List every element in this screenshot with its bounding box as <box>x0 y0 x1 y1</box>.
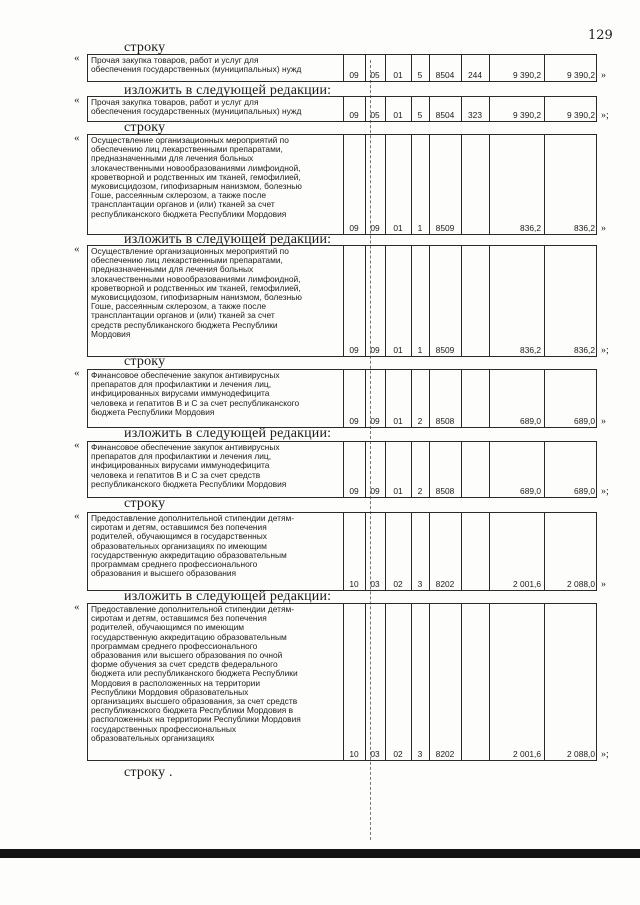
row-description: Осуществление организационных мероприятий по обеспечению лиц лекарственными препаратами, предназначенными для лечения больных злокачественными новообразованиями лимфоидной, кроветворной и родственных им тканей, гемофилией, муковисцидозом, гипофизарным нанизмом, болезнью Гоше, рассеянным склерозом, а также после трансплантации органов и (или) тканей за счет республиканского бюджета Республики Мордовия <box>91 135 302 219</box>
row-description: Осуществление организационных мероприятий по обеспечению лиц лекарственными препаратами, предназначенными для лечения больных злокачественными новообразованиями лимфоидной, кроветворной и родственных им тканей, гемофилией, муковисцидозом, гипофизарным нанизмом, болезнью Гоше, рассеянным склерозом, а также после трансплантации органов и (или) тканей за счет средств республиканского бюджета Республики Мордовия <box>91 246 302 339</box>
close-quote: » <box>601 579 606 590</box>
code-cell: 05 <box>370 110 380 120</box>
code-cell: 02 <box>393 579 403 589</box>
row-description: Прочая закупка товаров, работ и услуг для обеспечения государственных (муниципальных) нужд <box>91 55 302 75</box>
code-cell: 09 <box>370 486 380 496</box>
row-description: Прочая закупка товаров, работ и услуг для обеспечения государственных (муниципальных) нужд <box>91 97 302 117</box>
budget-table-row <box>87 96 597 122</box>
page-number: 129 <box>588 28 613 43</box>
code-cell: 1 <box>417 223 423 233</box>
open-quote: « <box>74 243 80 255</box>
code-cell: 8504 <box>435 70 455 80</box>
close-quote: » <box>601 223 606 234</box>
amount-cell: 9 390,2 <box>567 110 595 120</box>
column-divider <box>343 604 365 760</box>
column-divider <box>365 246 385 356</box>
column-divider <box>343 135 365 234</box>
column-divider <box>411 604 429 760</box>
code-cell: 8202 <box>435 749 455 759</box>
block-header: строку <box>124 354 166 369</box>
code-cell: 01 <box>393 416 403 426</box>
row-description: Предоставление дополнительной стипендии детям- сиротам и детям, оставшимся без попечения родителей, обучающимся в государственных образовательных организациях по имеющим государственную аккредитацию образовательным программам среднего профессионального образования и высшего образования <box>91 513 295 579</box>
column-divider <box>429 246 461 356</box>
code-cell: 8504 <box>435 110 455 120</box>
column-divider <box>544 604 598 760</box>
amount-cell: 9 390,2 <box>567 70 595 80</box>
column-divider <box>365 604 385 760</box>
column-divider <box>385 246 411 356</box>
column-divider <box>461 513 489 590</box>
column-divider <box>343 246 365 356</box>
code-cell: 01 <box>393 70 403 80</box>
amount-cell: 2 001,6 <box>513 579 541 589</box>
code-cell: 03 <box>370 579 380 589</box>
block-header: строку <box>124 120 166 135</box>
open-quote: « <box>74 367 80 379</box>
open-quote: « <box>74 132 80 144</box>
budget-table-row <box>87 603 597 761</box>
column-divider <box>365 135 385 234</box>
amount-cell: 2 088,0 <box>567 749 595 759</box>
expense-type-cell: 244 <box>468 70 482 80</box>
code-cell: 01 <box>393 345 403 355</box>
column-divider <box>385 604 411 760</box>
column-divider <box>461 442 489 497</box>
block-header: изложить в следующей редакции: <box>124 83 332 98</box>
code-cell: 8508 <box>435 416 455 426</box>
code-cell: 05 <box>370 70 380 80</box>
block-header: строку <box>124 496 166 511</box>
amount-cell: 689,0 <box>520 416 541 426</box>
close-quote: »; <box>601 486 609 497</box>
open-quote: « <box>74 439 80 451</box>
column-divider <box>544 246 598 356</box>
code-cell: 09 <box>349 110 359 120</box>
close-quote: »; <box>601 110 609 121</box>
amount-cell: 836,2 <box>520 345 541 355</box>
code-cell: 03 <box>370 749 380 759</box>
amount-cell: 2 001,6 <box>513 749 541 759</box>
code-cell: 09 <box>349 416 359 426</box>
close-quote: » <box>601 70 606 81</box>
budget-table-row <box>87 245 597 357</box>
code-cell: 09 <box>370 223 380 233</box>
close-quote: » <box>601 416 606 427</box>
open-quote: « <box>74 510 80 522</box>
column-divider <box>461 604 489 760</box>
code-cell: 3 <box>417 749 423 759</box>
code-cell: 09 <box>370 416 380 426</box>
column-divider <box>544 135 598 234</box>
budget-table-row <box>87 134 597 235</box>
expense-type-cell: 323 <box>468 110 482 120</box>
amount-cell: 9 390,2 <box>513 110 541 120</box>
row-description: Предоставление дополнительной стипендии детям- сиротам и детям, оставшимся без попечения родителей, обучающимся по имеющим государственную аккредитацию образовательным программам среднего профессионального образования или высшего образования по очной форме обучения за счет средств федерального бюджета или республиканского бюджета Республики Мордовия в расположенных на территории Республики Мордовия образовательных организациях высшего образования, за счет средств республиканского бюджета Республики Мордовия в расположенных на территории Республики Мордовия государственных профессиональных образовательных организациях <box>91 604 301 743</box>
budget-table-row <box>87 54 597 82</box>
column-divider <box>461 135 489 234</box>
block-header: изложить в следующей редакции: <box>124 232 332 247</box>
column-divider <box>411 135 429 234</box>
open-quote: « <box>74 52 80 64</box>
code-cell: 01 <box>393 486 403 496</box>
code-cell: 09 <box>349 223 359 233</box>
amount-cell: 836,2 <box>574 223 595 233</box>
code-cell: 01 <box>393 110 403 120</box>
column-divider <box>461 370 489 427</box>
amount-cell: 689,0 <box>574 416 595 426</box>
code-cell: 8202 <box>435 579 455 589</box>
code-cell: 8508 <box>435 486 455 496</box>
amount-cell: 836,2 <box>520 223 541 233</box>
code-cell: 02 <box>393 749 403 759</box>
code-cell: 09 <box>349 486 359 496</box>
column-divider <box>461 246 489 356</box>
code-cell: 1 <box>417 345 423 355</box>
code-cell: 01 <box>393 223 403 233</box>
column-divider <box>429 604 461 760</box>
column-divider <box>411 246 429 356</box>
row-description: Финансовое обеспечение закупок антивирусных препаратов для профилактики и лечения лиц, инфицированных вирусами иммунодефицита человека и гепатитов В и С за счет республиканского бюджета Республики Мордовия <box>91 370 300 417</box>
amount-cell: 689,0 <box>520 486 541 496</box>
column-divider <box>429 135 461 234</box>
block-header: изложить в следующей редакции: <box>124 426 332 441</box>
column-divider <box>489 604 544 760</box>
code-cell: 2 <box>417 486 423 496</box>
code-cell: 09 <box>349 345 359 355</box>
scan-bottom-edge <box>0 849 640 858</box>
code-cell: 5 <box>417 110 423 120</box>
column-divider <box>489 246 544 356</box>
code-cell: 8509 <box>435 345 455 355</box>
amount-cell: 836,2 <box>574 345 595 355</box>
amount-cell: 9 390,2 <box>513 70 541 80</box>
budget-table-row <box>87 369 597 428</box>
code-cell: 10 <box>349 749 359 759</box>
column-divider <box>489 135 544 234</box>
row-description: Финансовое обеспечение закупок антивирусных препаратов для профилактики и лечения лиц, инфицированных вирусами иммунодефицита человека и гепатитов В и С за счет средств республиканского бюджета Республики Мордовия <box>91 442 287 489</box>
amount-cell: 689,0 <box>574 486 595 496</box>
code-cell: 2 <box>417 416 423 426</box>
code-cell: 09 <box>370 345 380 355</box>
close-quote: »; <box>601 345 609 356</box>
code-cell: 10 <box>349 579 359 589</box>
footer-header: строку . <box>124 765 173 780</box>
code-cell: 3 <box>417 579 423 589</box>
close-quote: »; <box>601 749 609 760</box>
block-header: строку <box>124 40 166 55</box>
code-cell: 09 <box>349 70 359 80</box>
code-cell: 5 <box>417 70 423 80</box>
budget-table-row <box>87 512 597 591</box>
block-header: изложить в следующей редакции: <box>124 589 332 604</box>
open-quote: « <box>74 601 80 613</box>
open-quote: « <box>74 94 80 106</box>
budget-table-row <box>87 441 597 498</box>
column-divider <box>385 135 411 234</box>
amount-cell: 2 088,0 <box>567 579 595 589</box>
code-cell: 8509 <box>435 223 455 233</box>
